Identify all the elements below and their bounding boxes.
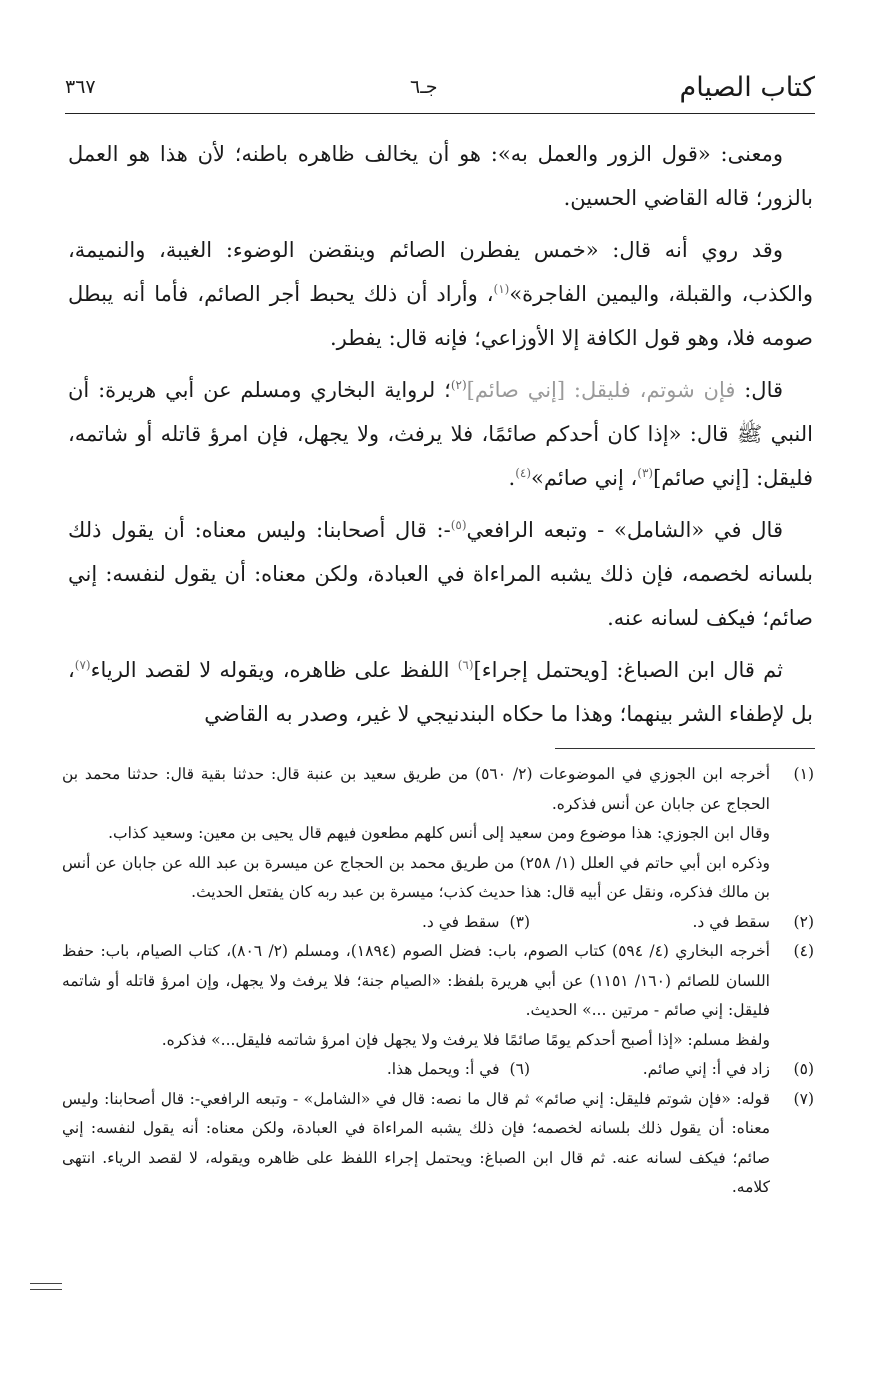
footnote-number: (٢) [793,912,814,931]
footnote-2-text: سقط في د. [692,912,770,931]
running-title: كتاب الصيام [679,72,815,103]
paragraph-1: ومعنى: «قول الزور والعمل به»: هو أن يخالف ظاهره باطنه؛ لأن هذا هو العمل بالزور؛ قاله القاضي الحسين. [68,142,813,210]
footnote-number: (٦) [509,1060,530,1078]
footnote-1: (١) أخرجه ابن الجوزي في الموضوعات (٢/ ٥٦٠) من طريق سعيد بن عنبة قال: حدثنا بقية قال: حدثنا محمد بن الحجاج عن جابان عن أنس فذكره. وقال ابن الجوزي: هذا موضوع ومن سعيد إلى أنس كلهم مطعون فيهم قال يحيى بن معين: وسعيد كذاب. وذكره ابن أبي حاتم في العلل (١/ ٢٥٨) من طريق محمد بن الحجاج عن ميسرة بن عبد الله عن جابان عن أنس بن مالك فذكره، ونقل عن أبيه قال: هذا حديث كذب؛ ميسرة بن عبد ربه كان يفتعل الحديث. [62,760,814,908]
footnote-number: (١) [793,765,814,783]
footnote-ref-4[interactable]: (٤) [515,466,532,480]
paragraph-5: ثم قال ابن الصباغ: [ويحتمل إجراء]$^{(٦)}$ اللفظ على ظاهره، ويقوله لا لقصد الرياء$^{(٧)}$، بل لإطفاء الشر بينهما؛ وهذا ما حكاه البندنيجي لا غير، وصدر به القاضي [68,658,813,726]
header-divider [65,113,815,114]
footnote-2-3 [62,908,814,938]
footnote-7: (٧) قوله: «فإن شوتم فليقل: إني صائم» ثم قال ما نصه: قال في «الشامل» - وتبعه الرافعي-: قال أصحابنا: وليس معناه: أن يقول ذلك بلسانه لخصمه؛ فإن ذلك يشبه المراءاة في العبادة، ولكن معناه: أنه يقول لنفسه: إني صائم؛ فيكف لسانه عنه. ثم قال ابن الصباغ: ويحتمل إجراء اللفظ على ظاهره ويقوله، لا لقصد الرياء. انتهى كلامه. [62,1085,814,1203]
footnote-ref-6[interactable]: (٦) [457,658,474,672]
footnote-6-text: في أ: ويحمل هذا. [386,1060,500,1078]
footnote-number: (٤) [793,942,814,960]
footnotes [62,760,814,1203]
footnote-5-text: زاد في أ: إني صائم. [642,1060,770,1078]
footnote-number: (٣) [509,912,530,931]
volume-label: جـ٦ [410,76,438,98]
footnote-ref-5[interactable]: (٥) [450,518,467,532]
margin-equals-mark [30,1283,62,1290]
footnote-divider [555,748,815,749]
footnote-ref-2[interactable]: (٢) [450,378,467,392]
main-text [68,132,813,744]
page-number: ٣٦٧ [65,76,96,98]
footnote-number: (٧) [793,1089,814,1108]
footnote-5-6 [62,1055,814,1085]
footnote-3-text: سقط في د. [421,912,500,931]
footnote-ref-1[interactable]: (١) [493,282,510,296]
footnote-number: (٥) [793,1060,814,1078]
footnote-ref-3[interactable]: (٣) [637,466,654,480]
faded-text: فإن شوتم، فليقل: [إني صائم] [466,378,736,402]
paragraph-4: قال في «الشامل» - وتبعه الرافعي$^{(٥)}$-: قال أصحابنا: وليس معناه: أن يقول ذلك بلسانه لخصمه، فإن ذلك يشبه المراءاة في العبادة، ولكن معناه: أن يقول لنفسه: إني صائم؛ فيكف لسانه عنه. [68,518,813,630]
footnote-4: (٤) أخرجه البخاري (٤/ ٥٩٤) كتاب الصوم، باب: فضل الصوم (١٨٩٤)، ومسلم (٢/ ٨٠٦)، كتاب الصيام، باب: حفظ اللسان للصائم (١٦٠/ ١١٥١) عن أبي هريرة بلفظ: «الصيام جنة؛ فلا يرفث ولا يجهل، وإن امرؤ قاتله أو شاتمه فليقل: إني صائم - مرتين ...» الحديث. ولفظ مسلم: «إذا أصبح أحدكم يومًا صائمًا فلا يرفث ولا يجهل فإن امرؤ شاتمه فليقل...» فذكره. [62,937,814,1055]
page-header [65,62,815,112]
footnote-ref-7[interactable]: (٧) [74,658,91,672]
paragraph-2: وقد روي أنه قال: «خمس يفطرن الصائم وينقضن الوضوء: الغيبة، والنميمة، والكذب، والقبلة، واليمين الفاجرة»$^{(١)}$، وأراد أن ذلك يحبط أجر الصائم، فأما أنه يبطل صومه فلا، وهو قول الكافة إلا الأوزاعي؛ فإنه قال: يفطر. [68,238,813,350]
paragraph-3: قال: فإن شوتم، فليقل: [إني صائم]$^{(٢)}$؛ لرواية البخاري ومسلم عن أبي هريرة: أن النبي ﷺ قال: «إذا كان أحدكم صائمًا، فلا يرفث، ولا يجهل، فإن امرؤ قاتله أو شاتمه، فليقل: [إني صائم]$^{(٣)}$، إني صائم»$^{(٤)}$. [68,378,813,490]
